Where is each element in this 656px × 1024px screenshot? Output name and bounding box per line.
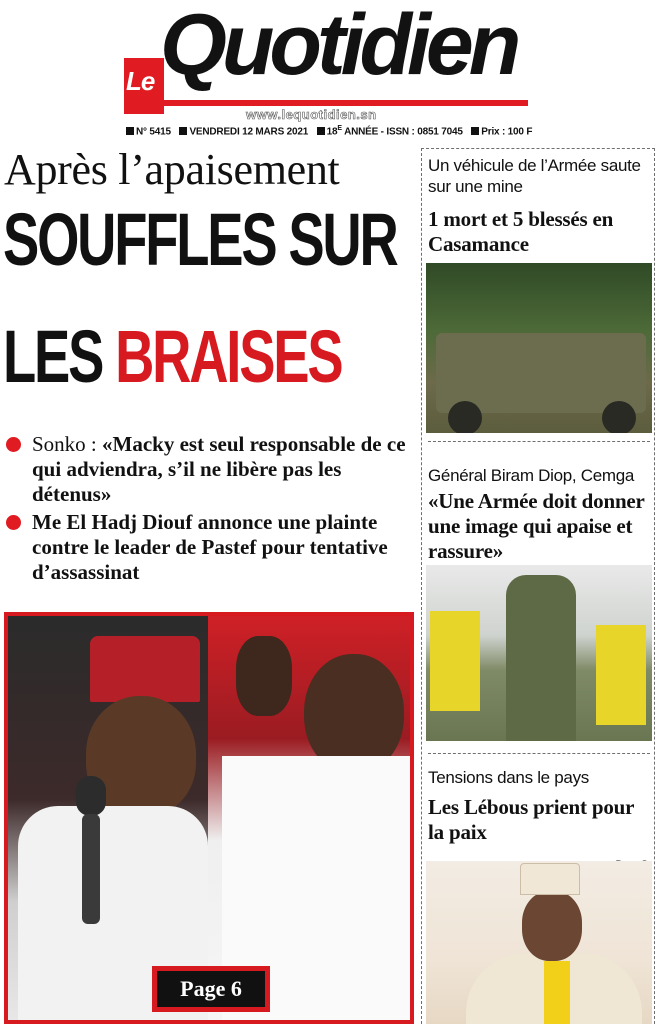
sidebar-kicker: Un véhicule de l’Armée saute sur une mine bbox=[428, 156, 641, 196]
logo-title: Quotidien bbox=[160, 0, 517, 93]
masthead bbox=[0, 0, 656, 142]
cap-shape bbox=[520, 863, 580, 895]
bullet-item[interactable] bbox=[6, 510, 420, 585]
red-hat-shape bbox=[90, 636, 200, 702]
wheel-shape bbox=[602, 401, 636, 433]
year-issn: ANNÉE - ISSN : 0851 7045 bbox=[341, 126, 463, 138]
yellow-scarf-shape bbox=[544, 961, 570, 1024]
square-bullet-icon bbox=[179, 127, 187, 135]
sidebar-photo-general[interactable] bbox=[426, 565, 652, 741]
soldier-shape bbox=[506, 575, 576, 741]
issue-date: VENDREDI 12 MARS 2021 bbox=[189, 126, 309, 138]
dashed-divider bbox=[428, 753, 650, 754]
yellow-vest-shape bbox=[430, 611, 480, 711]
logo-underline bbox=[164, 100, 528, 106]
raised-fist-shape bbox=[236, 636, 292, 716]
year-superscript: E bbox=[337, 125, 342, 132]
sidebar-kicker: Général Biram Diop, Cemga bbox=[428, 466, 635, 485]
square-bullet-icon bbox=[126, 127, 134, 135]
main-headline-line2[interactable] bbox=[3, 315, 342, 398]
sidebar-headline[interactable]: Les Lébous prient pour la paix bbox=[428, 795, 634, 844]
sidebar-headline[interactable]: «Une Armée doit donner une image qui apaise et rassure» bbox=[428, 489, 645, 563]
headline-black-part: LES bbox=[3, 315, 116, 398]
dashed-divider bbox=[428, 441, 650, 442]
issue-info-line bbox=[126, 125, 532, 137]
sidebar bbox=[421, 148, 655, 1024]
website-url[interactable]: www.lequotidien.sn bbox=[246, 107, 377, 122]
issue-number: N° 5415 bbox=[136, 126, 171, 138]
main-kicker: Après l’apaisement bbox=[4, 145, 340, 194]
bullet-text: Me El Hadj Diouf annonce une plainte contre le leader de Pastef pour tentative d’assassinat bbox=[32, 510, 388, 584]
main-headline-line1[interactable]: SOUFFLES SUR bbox=[3, 198, 397, 281]
bullet-lead: Sonko : bbox=[32, 432, 103, 456]
sidebar-kicker: Tensions dans le pays bbox=[428, 768, 589, 787]
logo-le-text: Le bbox=[126, 66, 155, 96]
main-photo[interactable] bbox=[4, 612, 414, 1024]
price: Prix : 100 F bbox=[481, 126, 533, 138]
sidebar-headline[interactable]: 1 mort et 5 blessés en Casamance bbox=[428, 207, 614, 256]
bullet-text: «Macky est seul responsable de ce qui adviendra, s’il ne libère pas les détenus» bbox=[32, 432, 406, 506]
sidebar-photo-truck[interactable] bbox=[426, 263, 652, 433]
microphone-icon bbox=[54, 776, 124, 926]
face-shape bbox=[522, 891, 582, 961]
red-bullet-icon bbox=[6, 515, 21, 530]
headline-red-part: BRAISES bbox=[115, 315, 342, 398]
page-tag-label: Page 6 bbox=[157, 971, 265, 1007]
bullet-item[interactable] bbox=[6, 432, 416, 507]
square-bullet-icon bbox=[317, 127, 325, 135]
year-number: 18 bbox=[326, 126, 338, 138]
square-bullet-icon bbox=[471, 127, 479, 135]
page-tag-main[interactable] bbox=[152, 966, 270, 1012]
logo-le-box bbox=[124, 58, 164, 114]
yellow-vest-shape bbox=[596, 625, 646, 725]
red-bullet-icon bbox=[6, 437, 21, 452]
wheel-shape bbox=[448, 401, 482, 433]
sidebar-photo-lebou[interactable] bbox=[426, 861, 652, 1024]
